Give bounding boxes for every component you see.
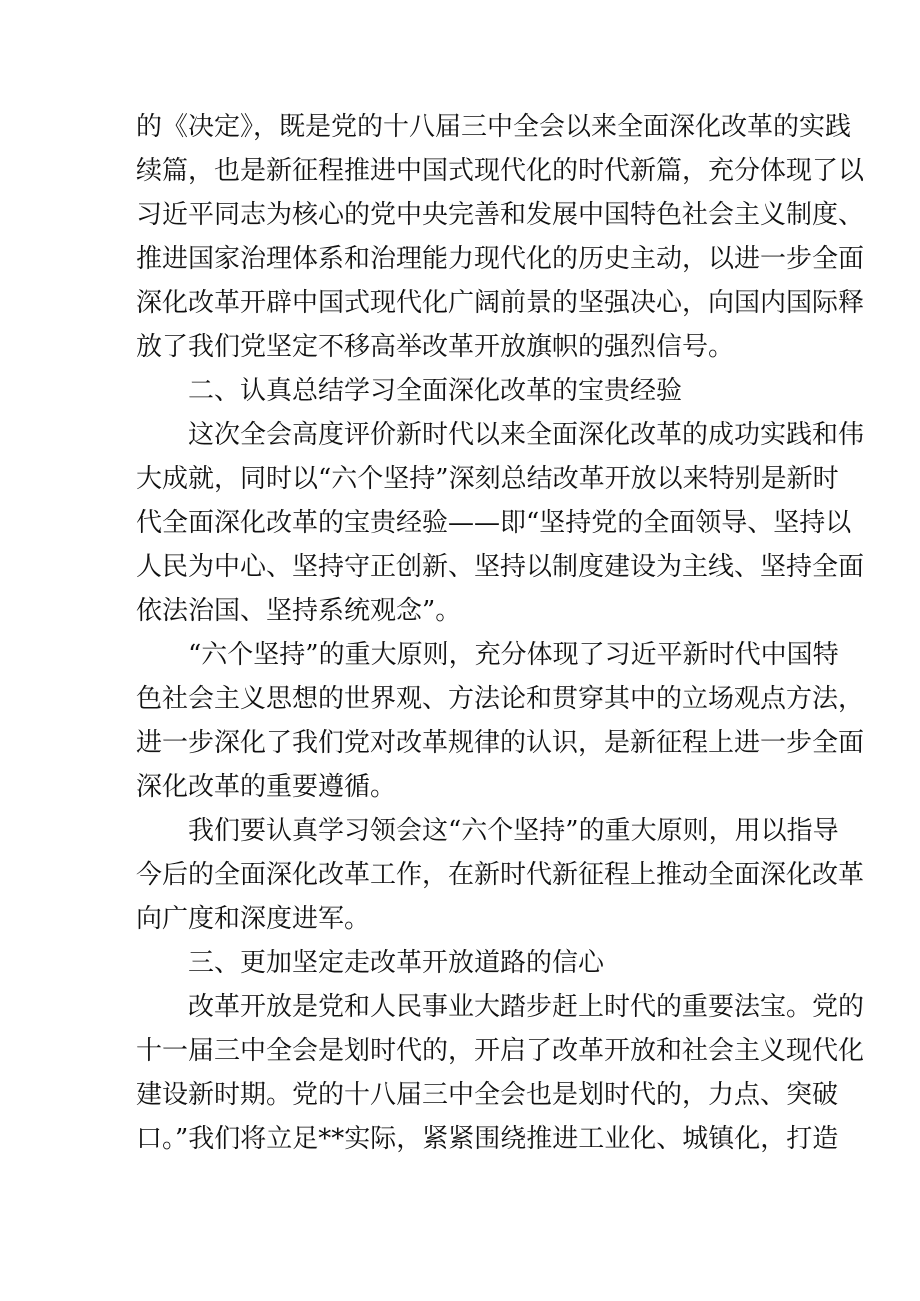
text-line-content: 今后的全面深化改革工作，在新时代新征程上推动全面深化改革	[136, 860, 865, 890]
text-line	[0, 1117, 920, 1161]
text-line	[0, 545, 920, 589]
text-line-content: “六个坚持”的重大原则，充分体现了习近平新时代中国特	[188, 640, 839, 670]
text-line	[0, 897, 920, 941]
text-line-content: 大成就，同时以“六个坚持”深刻总结改革开放以来特别是新时	[136, 464, 839, 494]
text-line	[0, 413, 920, 457]
text-line-content: 这次全会高度评价新时代以来全面深化改革的成功实践和伟	[188, 420, 865, 450]
text-line	[0, 589, 920, 633]
text-line	[0, 985, 920, 1029]
text-line	[0, 149, 920, 193]
text-line	[0, 105, 920, 149]
text-line	[0, 1029, 920, 1073]
text-line-content: 续篇，也是新征程推进中国式现代化的时代新篇，充分体现了以	[136, 156, 865, 186]
text-line-content: 深化改革开辟中国式现代化广阔前景的坚强决心，向国内国际释	[136, 288, 865, 318]
text-line-content: 进一步深化了我们党对改革规律的认识，是新征程上进一步全面	[136, 728, 865, 758]
text-line-content: 建设新时期。党的十八届三中全会也是划时代的，力点、突破	[136, 1080, 839, 1110]
text-line-content: 放了我们党坚定不移高举改革开放旗帜的强烈信号。	[136, 332, 735, 362]
text-line	[0, 281, 920, 325]
text-line-content: 推进国家治理体系和治理能力现代化的历史主动，以进一步全面	[136, 244, 865, 274]
text-line	[0, 237, 920, 281]
text-line	[0, 1073, 920, 1117]
section-heading-text: 三、更加坚定走改革开放道路的信心	[188, 948, 605, 978]
text-line-content: 人民为中心、坚持守正创新、坚持以制度建设为主线、坚持全面	[136, 552, 865, 582]
text-line	[0, 325, 920, 369]
text-line-content: 代全面深化改革的宝贵经验——即“坚持党的全面领导、坚持以	[136, 508, 852, 538]
text-line-content: 习近平同志为核心的党中央完善和发展中国特色社会主义制度、	[136, 200, 865, 230]
text-line-content: 我们要认真学习领会这“六个坚持”的重大原则，用以指导	[188, 816, 839, 846]
text-line	[0, 721, 920, 765]
text-line-content: 改革开放是党和人民事业大踏步赶上时代的重要法宝。党的	[188, 992, 865, 1022]
text-line	[0, 193, 920, 237]
text-line-content: 向广度和深度进军。	[136, 904, 371, 934]
text-line	[0, 677, 920, 721]
section-heading	[0, 369, 920, 413]
text-line-content: 深化改革的重要遵循。	[136, 772, 397, 802]
text-line	[0, 809, 920, 853]
section-heading-text: 二、认真总结学习全面深化改革的宝贵经验	[188, 376, 683, 406]
text-line	[0, 457, 920, 501]
text-line-content: 口。”我们将立足**实际，紧紧围绕推进工业化、城镇化，打造	[136, 1124, 839, 1154]
text-line-content: 色社会主义思想的世界观、方法论和贯穿其中的立场观点方法，	[136, 684, 865, 714]
text-line	[0, 765, 920, 809]
text-line	[0, 501, 920, 545]
text-line	[0, 633, 920, 677]
text-line-content: 的《决定》，既是党的十八届三中全会以来全面深化改革的实践	[136, 112, 852, 142]
section-heading	[0, 941, 920, 985]
text-line-content: 十一届三中全会是划时代的，开启了改革开放和社会主义现代化	[136, 1036, 865, 1066]
text-line-content: 依法治国、坚持系统观念”。	[136, 596, 462, 626]
text-line	[0, 853, 920, 897]
